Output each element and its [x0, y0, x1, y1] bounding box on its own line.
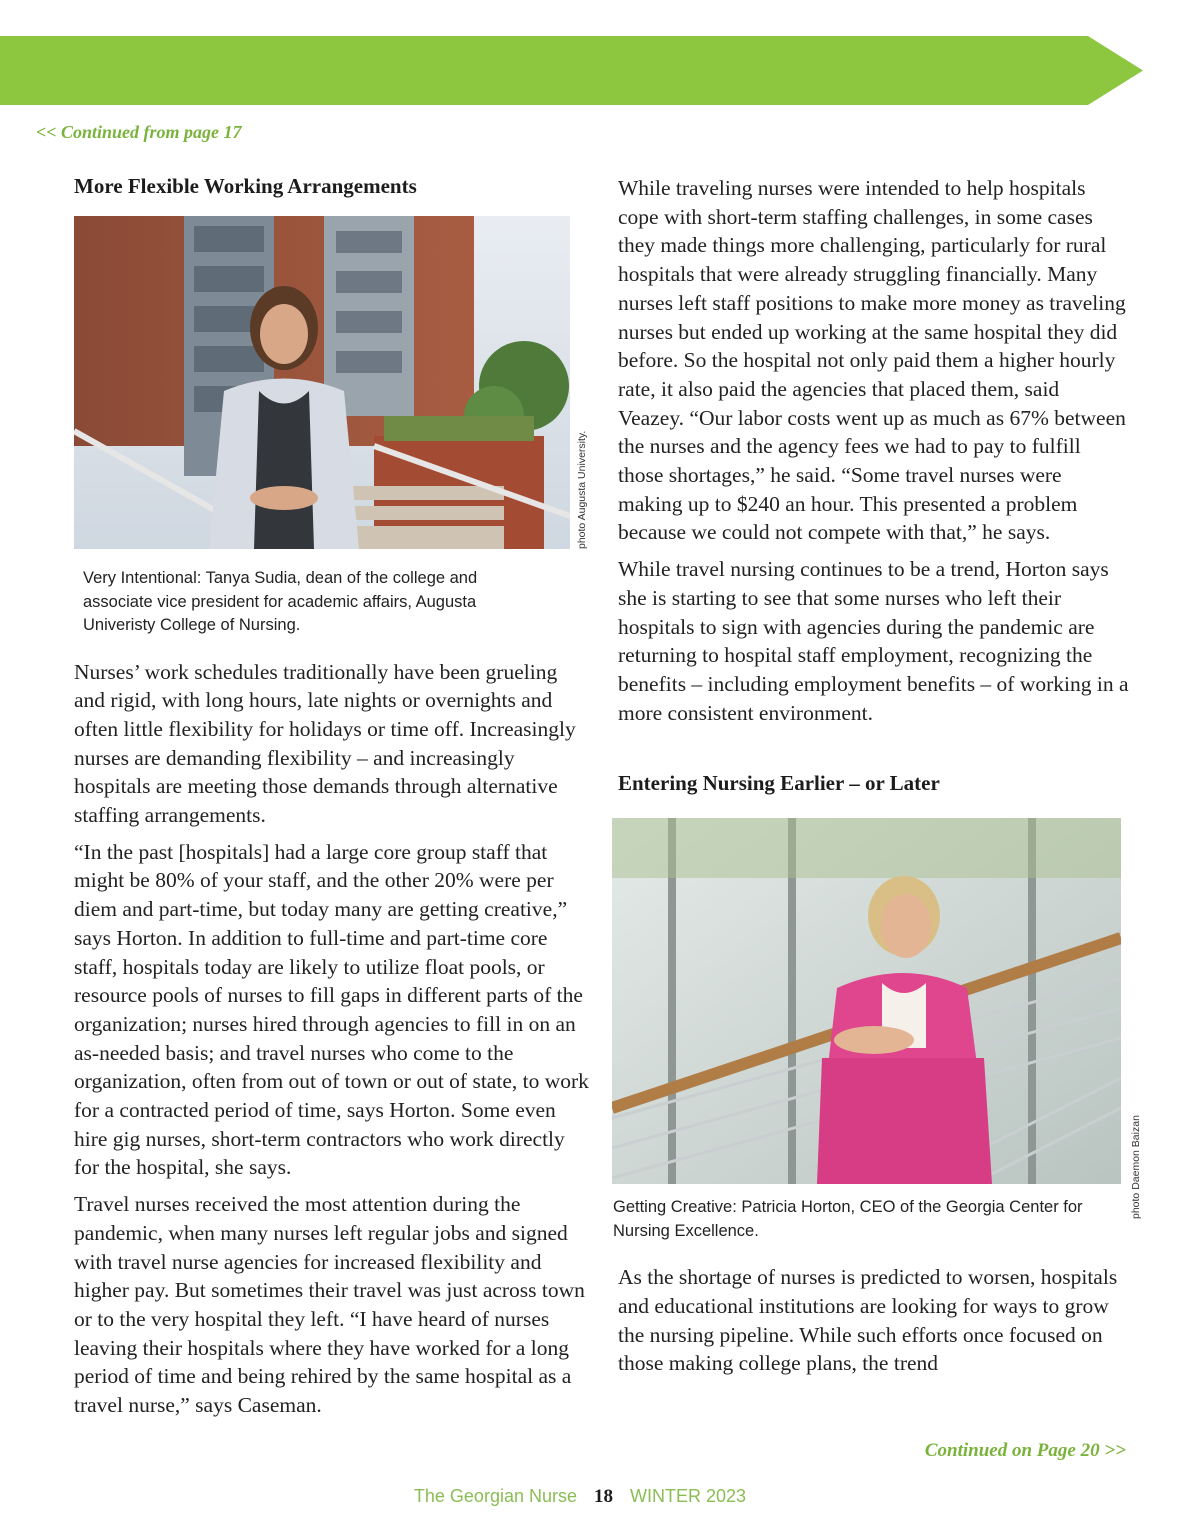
- paragraph: “In the past [hospitals] had a large core group staff that might be 80% of your staff, and the other 20% were per diem and part-time, but today many are getting creative,” says Horton. In addition to full-time and part-time core staff, hospitals today are likely to utilize float pools, or resource pools of nurses to fill gaps in different parts of the organization; nurses hired through agencies to fill in on an as-needed basis; and travel nurses who come to the organization, often from out of town or out of state, to work for a contracted period of time, says Horton. Some even hire gig nurses, short-term contractors who work directly for the hospital, she says.: [74, 839, 589, 1180]
- page-number: 18: [594, 1486, 614, 1507]
- continued-on-link[interactable]: Continued on Page 20 >>: [924, 1440, 1126, 1461]
- photo-tanya-sudia: [74, 216, 570, 549]
- photo-credit-daemon-baizan: photo Daemon Baizan: [1130, 1115, 1142, 1219]
- paragraph: As the shortage of nurses is predicted to worsen, hospitals and educational institutions are looking for ways to grow the nursing pipeline. While such efforts once focused on those making college plans, the trend: [618, 1265, 1118, 1376]
- footer-issue: WINTER 2023: [630, 1486, 747, 1506]
- paragraph: Nurses’ work schedules traditionally have been grueling and rigid, with long hours, late nights or overnights and often little flexibility for holidays or time off. Increasingly nurses are demanding flexibility – and increasingly hospitals are meeting those demands through alternative staffing arrangements.: [74, 659, 576, 828]
- continued-from-link[interactable]: << Continued from page 17: [36, 122, 242, 142]
- page-footer: [0, 1486, 1160, 1508]
- caption-tanya-sudia: Very Intentional: Tanya Sudia, dean of the college and associate vice president for academic affairs, Augusta Univeristy College of Nursing.: [83, 569, 478, 634]
- paragraph: While traveling nurses were intended to help hospitals cope with short-term staffing challenges, in some cases they made things more challenging, particularly for rural hospitals that were already struggling financially. Many nurses left staff positions to make more money as traveling nurses but ended up working at the same hospital they did before. So the hospital not only paid them a higher hourly rate, it also paid the agencies that placed them, said Veazey. “Our labor costs went up as much as 67% between the nurses and the agency fees we had to pay to fulfill those shortages,” he said. “Some travel nurses were making up to $240 an hour. This presented a problem because we could not compete with that,” he says.: [618, 176, 1126, 545]
- paragraph: While travel nursing continues to be a trend, Horton says she is starting to see that some nurses who left their hospitals to sign with agencies during the pandemic are returning to hospital staff employment, recognizing the benefits – including employment benefits – of working in a more consistent environment.: [618, 557, 1129, 725]
- left-column: [74, 174, 589, 1428]
- caption-patricia-horton: Getting Creative: Patricia Horton, CEO of the Georgia Center for Nursing Excellence.: [613, 1198, 1083, 1240]
- photo-patricia-horton: [612, 818, 1121, 1184]
- header-banner: [0, 36, 1145, 105]
- right-column: [613, 174, 1142, 1386]
- section-heading-entering: Entering Nursing Earlier – or Later: [618, 771, 940, 796]
- section-heading-flexible: More Flexible Working Arrangements: [74, 174, 417, 198]
- paragraph: Travel nurses received the most attention during the pandemic, when many nurses left regular jobs and signed with travel nurse agencies for increased flexibility and higher pay. But sometimes their travel was just across town or to the very hospital they left. “I have heard of nurses leaving their hospitals where they have worked for a long period of time and being rehired by the same hospital as a travel nurse,” says Caseman.: [74, 1192, 585, 1418]
- photo-credit-augusta: photo Augusta University.: [576, 430, 588, 549]
- footer-publication: The Georgian Nurse: [413, 1486, 577, 1506]
